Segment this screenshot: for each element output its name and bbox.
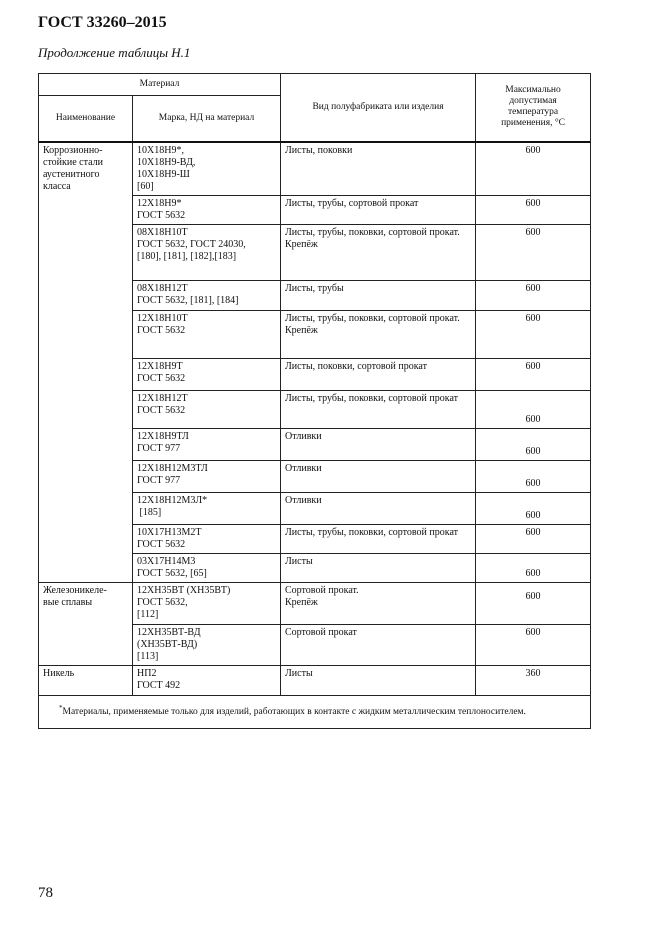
temperature-cell: 600 <box>476 493 591 525</box>
header-temperature: Максимально допустимая температура применения, °С <box>476 74 591 142</box>
page-number: 78 <box>38 885 53 901</box>
materials-table <box>38 73 591 729</box>
product-cell: Листы, поковки <box>281 142 476 196</box>
table-row <box>39 142 591 196</box>
grade-cell: 08Х18Н12Т ГОСТ 5632, [181], [184] <box>133 281 281 311</box>
grade-cell: 12Х18Н12Т ГОСТ 5632 <box>133 391 281 429</box>
table-row <box>39 666 591 696</box>
grade-cell: НП2 ГОСТ 492 <box>133 666 281 696</box>
temperature-cell: 600 <box>476 359 591 391</box>
product-cell: Отливки <box>281 461 476 493</box>
temperature-cell: 600 <box>476 625 591 666</box>
product-cell: Листы, трубы <box>281 281 476 311</box>
product-cell: Листы, трубы, поковки, сортовой прокат. Крепёж <box>281 225 476 281</box>
product-cell: Листы, поковки, сортовой прокат <box>281 359 476 391</box>
temperature-cell: 600 <box>476 429 591 461</box>
group-name-corrosion-steels: Коррозионно- стойкие стали аустенитного класса <box>39 142 133 583</box>
product-cell: Отливки <box>281 493 476 525</box>
product-cell: Листы <box>281 554 476 583</box>
group-name-nickel: Никель <box>39 666 133 696</box>
temperature-cell: 600 <box>476 311 591 359</box>
grade-cell: 12Х18Н12М3ТЛ ГОСТ 977 <box>133 461 281 493</box>
temperature-cell: 600 <box>476 391 591 429</box>
temperature-cell: 600 <box>476 461 591 493</box>
footnote-mark: * <box>59 703 63 712</box>
product-cell: Листы <box>281 666 476 696</box>
table-row <box>39 696 591 729</box>
product-cell: Листы, трубы, поковки, сортовой прокат. Крепёж <box>281 311 476 359</box>
table-row <box>39 583 591 625</box>
grade-cell: 10Х17Н13М2Т ГОСТ 5632 <box>133 525 281 554</box>
temperature-cell: 600 <box>476 196 591 225</box>
grade-cell: 12Х18Н9ТЛ ГОСТ 977 <box>133 429 281 461</box>
temperature-cell: 600 <box>476 583 591 625</box>
group-name-iron-nickel-alloys: Железоникеле- вые сплавы <box>39 583 133 666</box>
temperature-cell: 600 <box>476 142 591 196</box>
temperature-cell: 600 <box>476 225 591 281</box>
table-footnote <box>39 696 591 729</box>
grade-cell: 12Х18Н10Т ГОСТ 5632 <box>133 311 281 359</box>
product-cell: Сортовой прокат. Крепёж <box>281 583 476 625</box>
grade-cell: 12Х18Н9* ГОСТ 5632 <box>133 196 281 225</box>
grade-cell: 12Х18Н12М3Л* [185] <box>133 493 281 525</box>
temperature-cell: 600 <box>476 554 591 583</box>
product-cell: Листы, трубы, поковки, сортовой прокат <box>281 391 476 429</box>
header-product: Вид полуфабриката или изделия <box>281 74 476 142</box>
header-name: Наименование <box>39 96 133 142</box>
temperature-cell: 360 <box>476 666 591 696</box>
product-cell: Отливки <box>281 429 476 461</box>
table-continuation-caption: Продолжение таблицы Н.1 <box>38 45 191 60</box>
header-grade: Марка, НД на материал <box>133 96 281 142</box>
grade-cell: 03Х17Н14М3 ГОСТ 5632, [65] <box>133 554 281 583</box>
grade-cell: 12ХН35ВТ (ХН35ВТ) ГОСТ 5632, [112] <box>133 583 281 625</box>
temperature-cell: 600 <box>476 281 591 311</box>
grade-cell: 08Х18Н10Т ГОСТ 5632, ГОСТ 24030, [180], [181], [182],[183] <box>133 225 281 281</box>
grade-cell: 12Х18Н9Т ГОСТ 5632 <box>133 359 281 391</box>
temperature-cell: 600 <box>476 525 591 554</box>
grade-cell: 12ХН35ВТ-ВД (ХН35ВТ-ВД) [113] <box>133 625 281 666</box>
product-cell: Сортовой прокат <box>281 625 476 666</box>
product-cell: Листы, трубы, поковки, сортовой прокат <box>281 525 476 554</box>
footnote-text: Материалы, применяемые только для изделий, работающих в контакте с жидким металлическим теплоносителем. <box>62 707 526 717</box>
product-cell: Листы, трубы, сортовой прокат <box>281 196 476 225</box>
grade-cell: 10Х18Н9*, 10Х18Н9-ВД, 10Х18Н9-Ш [60] <box>133 142 281 196</box>
header-material: Материал <box>39 74 281 96</box>
document-code: ГОСТ 33260–2015 <box>38 14 167 31</box>
